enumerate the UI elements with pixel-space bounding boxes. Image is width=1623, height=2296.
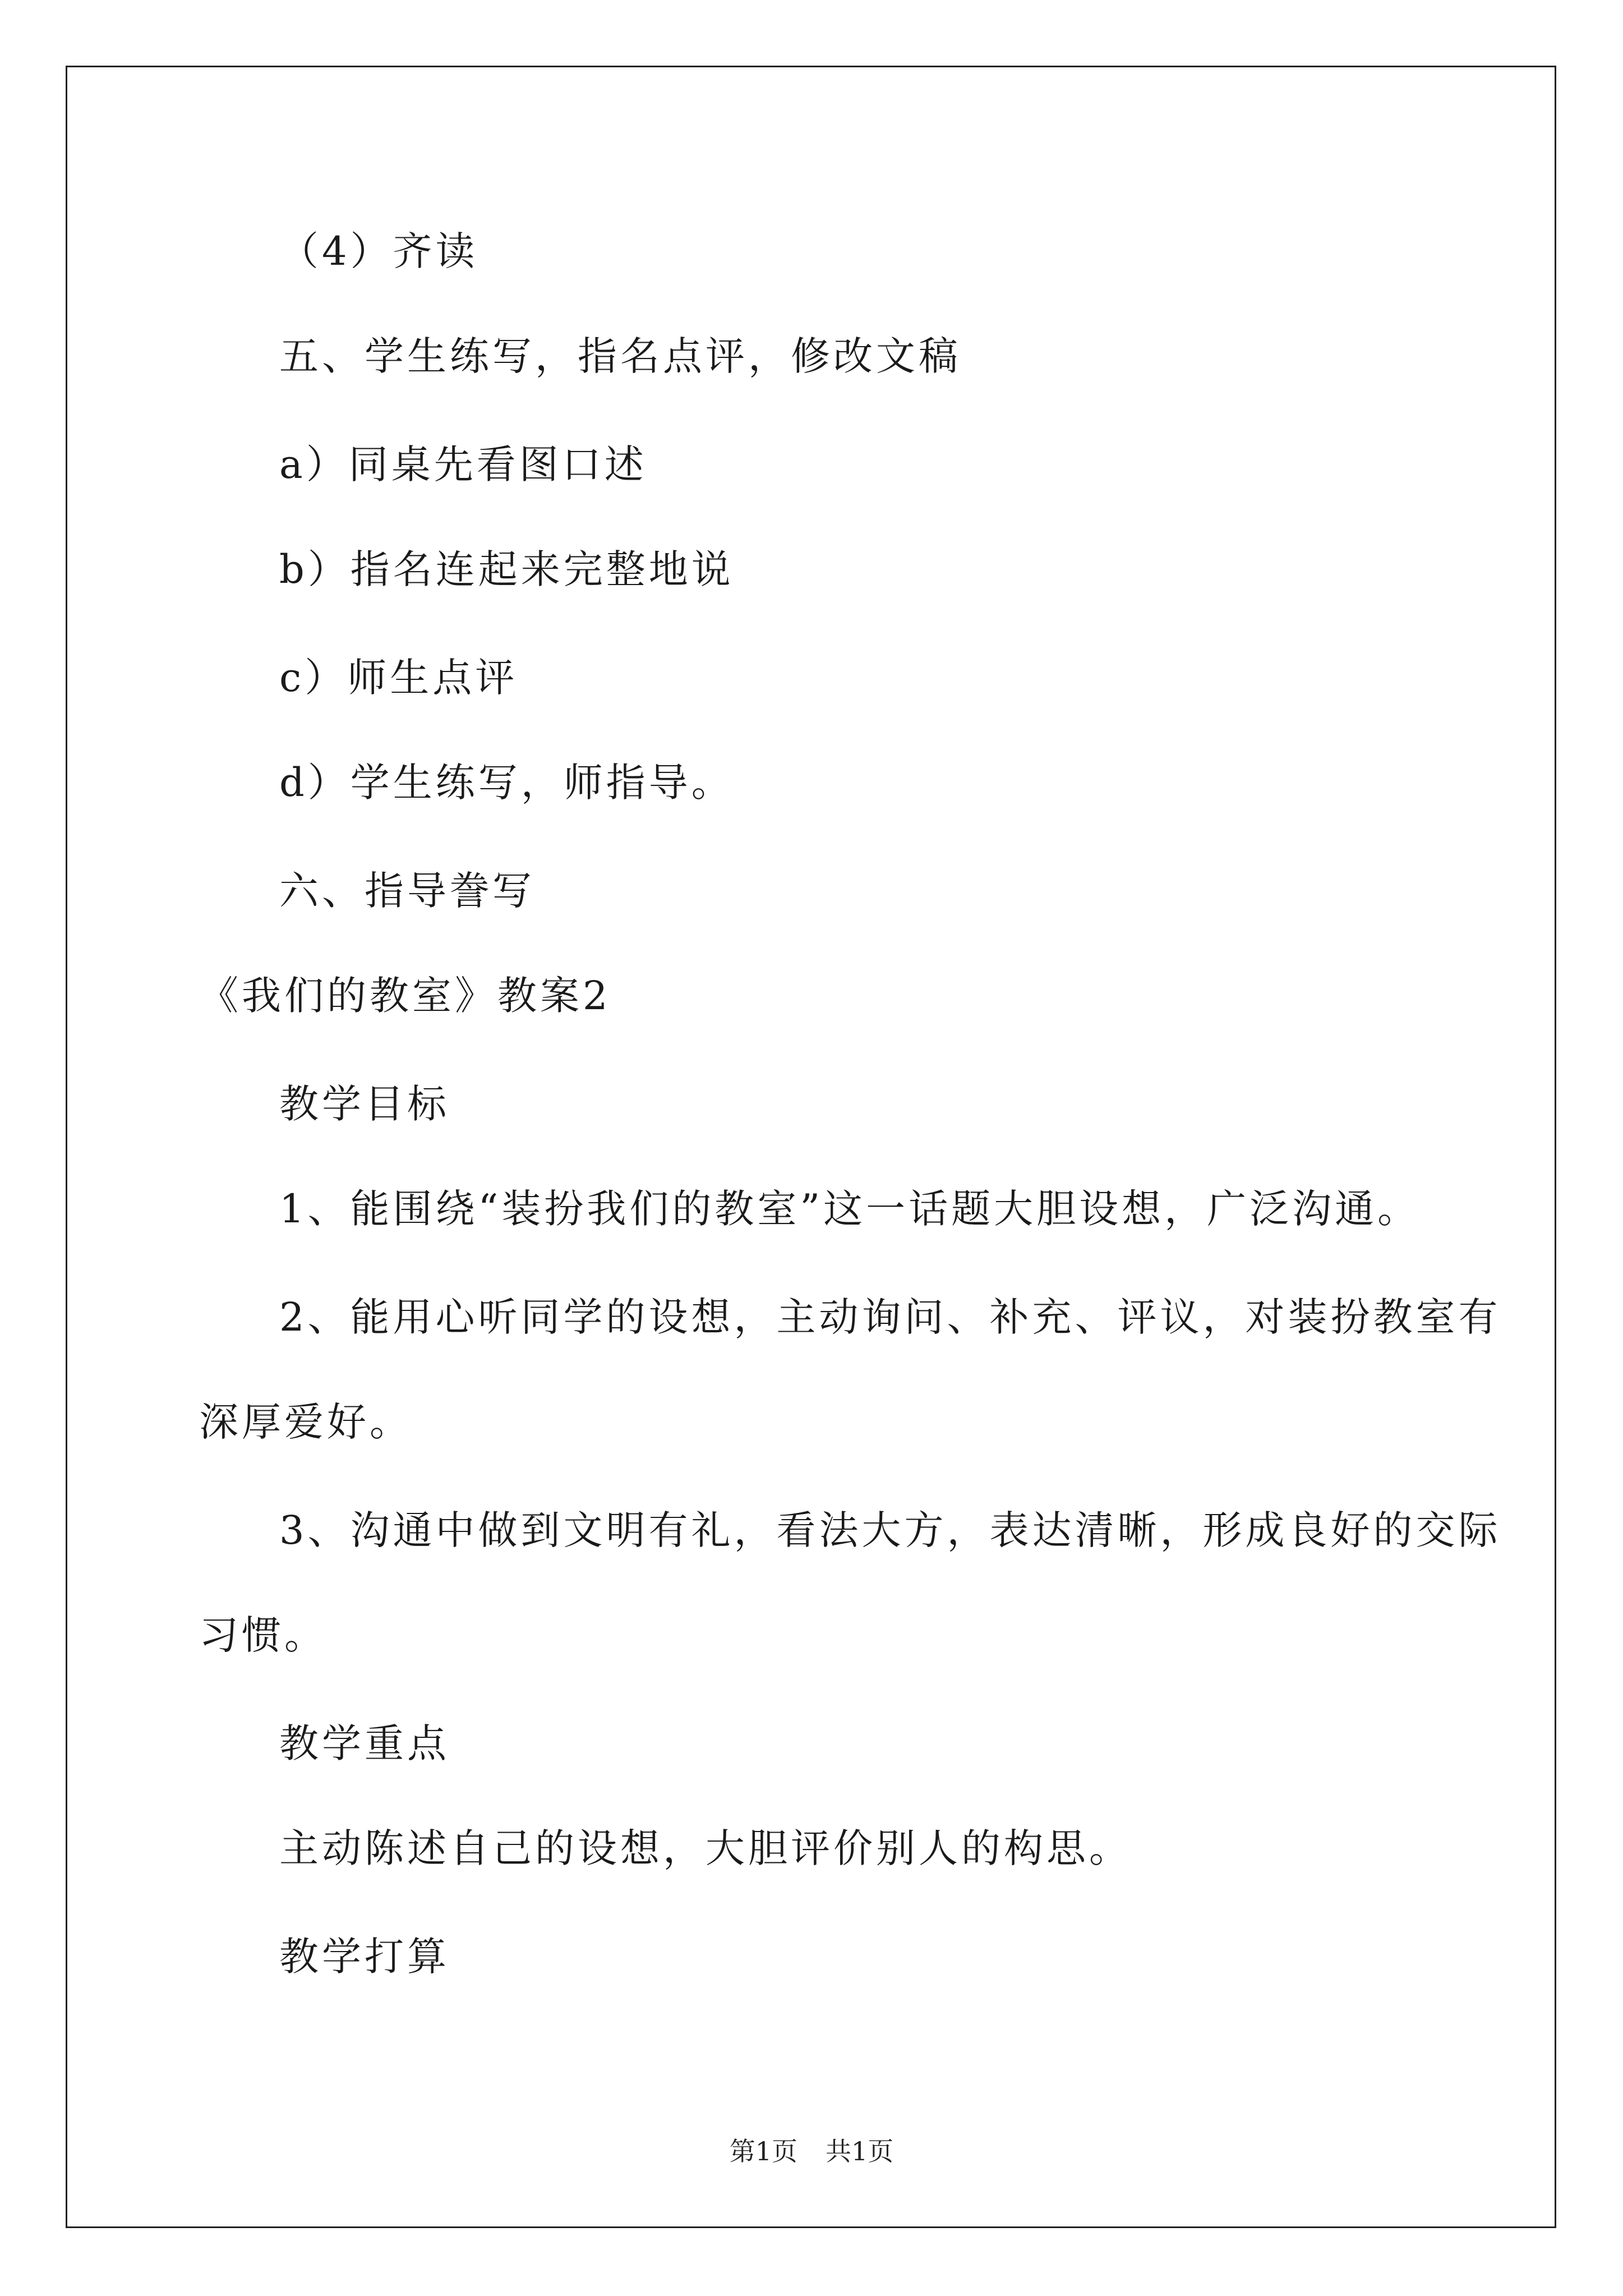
objective-2: 2、能用心听同学的设想，主动询问、补充、评议，对装扮教室有 (279, 1294, 1501, 1340)
text-line-4: b）指名连起来完整地说 (279, 546, 734, 592)
heading-key-points: 教学重点 (279, 1720, 450, 1766)
text-line-5: c）师生点评 (279, 655, 518, 701)
page-number-current: 第1页 (729, 2136, 797, 2166)
objective-3: 3、沟通中做到文明有礼，看法大方，表达清晰，形成良好的交际 (279, 1507, 1501, 1553)
page-footer (0, 2134, 1623, 2168)
page-number-total: 共1页 (826, 2136, 894, 2166)
heading-objectives: 教学目标 (279, 1081, 450, 1127)
text-line-6: d）学生练写，师指导。 (279, 760, 734, 806)
objective-1: 1、能围绕“装扮我们的教室”这一话题大胆设想，广泛沟通。 (279, 1186, 1421, 1232)
section-title: 《我们的教室》教案2 (199, 973, 611, 1019)
text-line-1: （4）齐读 (279, 228, 478, 274)
key-points-text: 主动陈述自己的设想，大胆评价别人的构思。 (279, 1825, 1132, 1871)
text-line-2: 五、学生练写，指名点评，修改文稿 (279, 333, 961, 379)
page-border (66, 66, 1556, 2228)
objective-3-cont: 习惯。 (199, 1612, 327, 1658)
text-line-3: a）同桌先看图口述 (279, 441, 647, 487)
text-line-7: 六、指导誊写 (279, 868, 535, 914)
objective-2-cont: 深厚爱好。 (199, 1399, 412, 1445)
heading-preparation: 教学打算 (279, 1934, 450, 1980)
